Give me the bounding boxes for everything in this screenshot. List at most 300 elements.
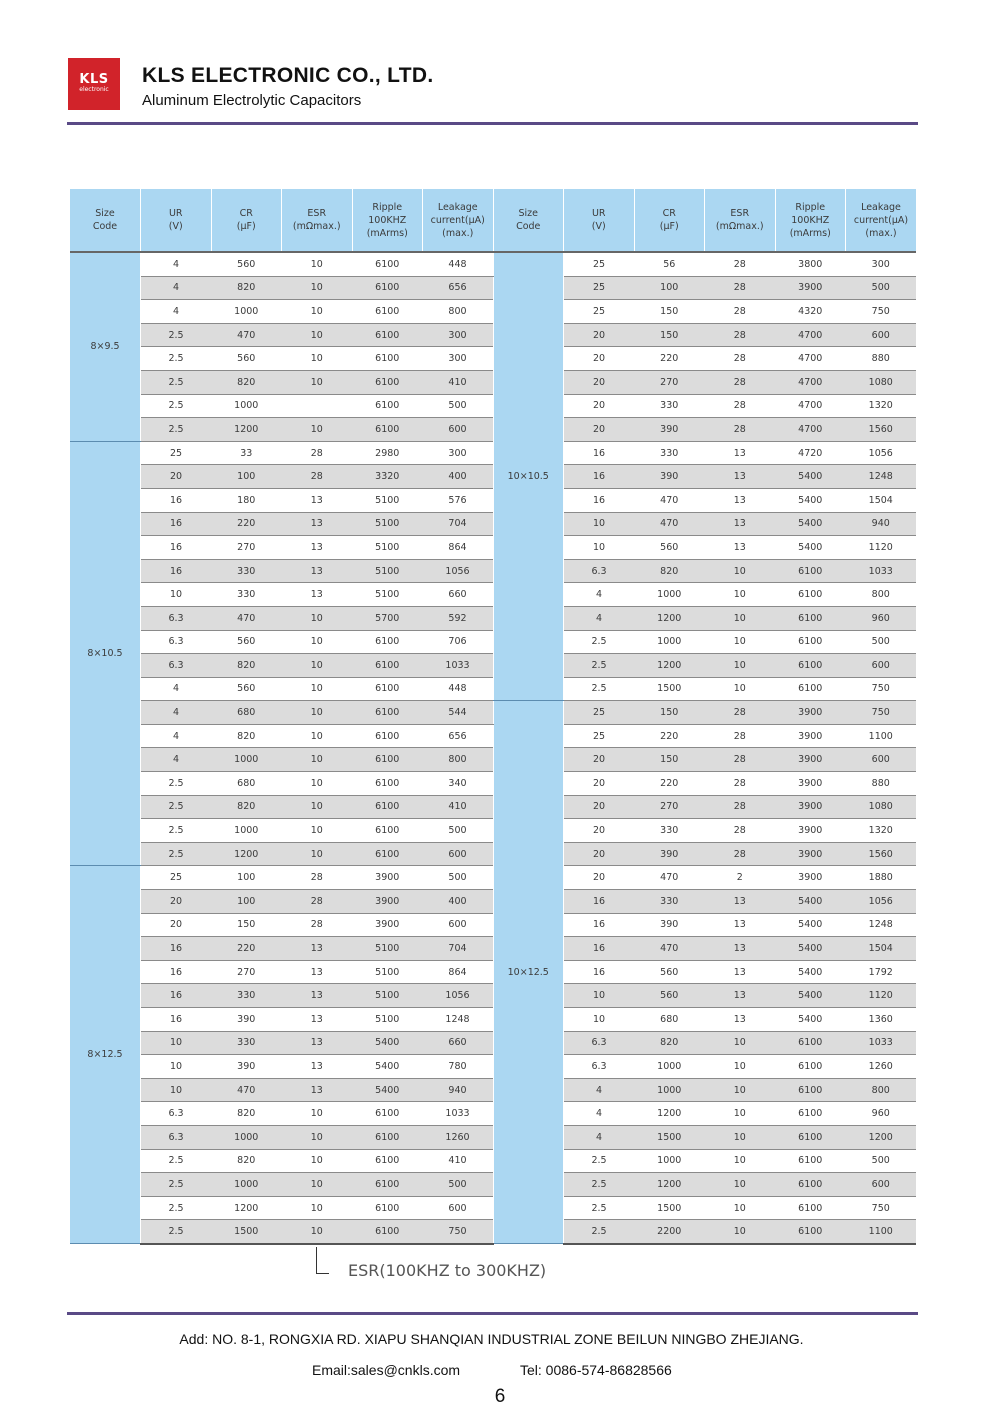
- table-cell: 680: [634, 1008, 705, 1032]
- column-header: [564, 189, 635, 252]
- table-cell: 6100: [352, 795, 423, 819]
- table-cell: 6.3: [141, 1102, 212, 1126]
- table-cell: 1320: [846, 819, 917, 843]
- table-cell: 1200: [211, 418, 282, 442]
- table-cell: 13: [705, 960, 776, 984]
- table-cell: 6100: [775, 583, 846, 607]
- table-cell: 800: [423, 300, 494, 324]
- table-cell: 10: [705, 1149, 776, 1173]
- size-code-cell: 8×9.5: [70, 252, 141, 441]
- table-cell: 5100: [352, 536, 423, 560]
- table-cell: 5400: [775, 488, 846, 512]
- table-cell: 5400: [352, 1031, 423, 1055]
- table-cell: 6100: [352, 300, 423, 324]
- table-cell: 28: [705, 252, 776, 276]
- table-cell: 800: [846, 583, 917, 607]
- column-header-label: current(μA): [430, 214, 485, 226]
- table-cell: 1120: [846, 536, 917, 560]
- table-cell: 28: [705, 795, 776, 819]
- table-cell: 10: [282, 276, 353, 300]
- table-cell: 20: [564, 795, 635, 819]
- table-cell: 10: [282, 819, 353, 843]
- column-header-label: Leakage: [437, 201, 478, 213]
- table-cell: 1200: [634, 1102, 705, 1126]
- table-cell: 5400: [775, 937, 846, 961]
- table-cell: 13: [705, 465, 776, 489]
- table-cell: 10: [705, 1102, 776, 1126]
- table-cell: 10: [705, 1220, 776, 1244]
- table-cell: 4: [564, 1125, 635, 1149]
- table-cell: 220: [211, 512, 282, 536]
- table-cell: 390: [634, 842, 705, 866]
- table-cell: 1033: [423, 654, 494, 678]
- table-cell: 6100: [775, 1031, 846, 1055]
- table-row: [70, 252, 916, 276]
- table-cell: 5100: [352, 984, 423, 1008]
- table-body: [70, 252, 916, 1244]
- table-cell: 4: [141, 701, 212, 725]
- table-cell: 1000: [634, 583, 705, 607]
- table-cell: 470: [634, 937, 705, 961]
- size-code-cell: 8×10.5: [70, 441, 141, 866]
- table-cell: 330: [634, 441, 705, 465]
- table-cell: 28: [282, 913, 353, 937]
- table-cell: 390: [634, 465, 705, 489]
- table-cell: 10: [282, 1196, 353, 1220]
- table-cell: 1200: [634, 1173, 705, 1197]
- table-cell: 4: [141, 276, 212, 300]
- table-cell: 13: [282, 1078, 353, 1102]
- table-cell: 410: [423, 370, 494, 394]
- table-cell: 16: [141, 536, 212, 560]
- table-cell: 410: [423, 1149, 494, 1173]
- table-cell: 20: [141, 890, 212, 914]
- table-cell: 5400: [775, 890, 846, 914]
- table-cell: 20: [564, 772, 635, 796]
- table-cell: 10: [705, 583, 776, 607]
- table-cell: 10: [705, 630, 776, 654]
- table-cell: 6100: [352, 772, 423, 796]
- table-cell: 16: [141, 512, 212, 536]
- table-cell: 10: [705, 654, 776, 678]
- table-cell: 1200: [211, 842, 282, 866]
- table-cell: 28: [705, 418, 776, 442]
- table-cell: 1500: [634, 677, 705, 701]
- table-cell: 1504: [846, 488, 917, 512]
- table-cell: 100: [634, 276, 705, 300]
- table-cell: 16: [564, 890, 635, 914]
- table-cell: 3900: [775, 724, 846, 748]
- table-cell: 1000: [634, 1055, 705, 1079]
- table-cell: 10: [282, 606, 353, 630]
- table-cell: 2.5: [564, 1220, 635, 1244]
- table-cell: 270: [211, 960, 282, 984]
- table-cell: 3900: [775, 701, 846, 725]
- table-cell: 13: [282, 984, 353, 1008]
- table-cell: 1248: [846, 913, 917, 937]
- footer-divider: [67, 1312, 918, 1315]
- table-row: [70, 701, 916, 725]
- table-cell: 800: [846, 1078, 917, 1102]
- table-cell: 600: [423, 842, 494, 866]
- table-cell: 4700: [775, 370, 846, 394]
- table-cell: 16: [141, 559, 212, 583]
- table-cell: 880: [846, 347, 917, 371]
- table-cell: 1033: [846, 1031, 917, 1055]
- table-cell: 2: [705, 866, 776, 890]
- table-cell: 10: [282, 418, 353, 442]
- table-cell: 560: [634, 960, 705, 984]
- table-cell: 100: [211, 890, 282, 914]
- table-cell: 20: [564, 394, 635, 418]
- table-cell: 28: [705, 842, 776, 866]
- table-cell: 500: [846, 1149, 917, 1173]
- table-cell: 13: [282, 559, 353, 583]
- table-cell: 2.5: [141, 1220, 212, 1244]
- table-cell: 4: [141, 677, 212, 701]
- table-cell: 6100: [775, 630, 846, 654]
- table-cell: 2.5: [141, 1196, 212, 1220]
- table-cell: 13: [282, 960, 353, 984]
- table-cell: 10: [705, 677, 776, 701]
- table-cell: 150: [634, 701, 705, 725]
- table-cell: 13: [705, 984, 776, 1008]
- table-cell: 28: [705, 370, 776, 394]
- table-cell: 270: [634, 795, 705, 819]
- table-cell: 656: [423, 724, 494, 748]
- table-cell: 330: [211, 1031, 282, 1055]
- table-cell: 28: [705, 347, 776, 371]
- table-cell: 2.5: [141, 323, 212, 347]
- column-header-label: (max.): [442, 227, 474, 239]
- table-cell: 10: [564, 512, 635, 536]
- table-cell: 10: [564, 1008, 635, 1032]
- table-cell: 500: [423, 1173, 494, 1197]
- table-cell: 4: [564, 1078, 635, 1102]
- table-cell: 500: [423, 866, 494, 890]
- table-cell: 330: [211, 583, 282, 607]
- table-cell: 1880: [846, 866, 917, 890]
- table-cell: 300: [423, 347, 494, 371]
- table-cell: 660: [423, 1031, 494, 1055]
- table-cell: 16: [564, 913, 635, 937]
- table-cell: 56: [634, 252, 705, 276]
- table-cell: 1033: [423, 1102, 494, 1126]
- table-cell: 706: [423, 630, 494, 654]
- table-cell: 20: [564, 323, 635, 347]
- table-cell: 13: [282, 1031, 353, 1055]
- table-cell: 400: [423, 890, 494, 914]
- table-cell: 1260: [423, 1125, 494, 1149]
- table-cell: 1320: [846, 394, 917, 418]
- table-cell: 1056: [846, 890, 917, 914]
- table-cell: 6100: [775, 1125, 846, 1149]
- table-cell: 680: [211, 701, 282, 725]
- table-cell: 340: [423, 772, 494, 796]
- table-cell: 940: [423, 1078, 494, 1102]
- table-cell: 704: [423, 937, 494, 961]
- table-cell: 4: [141, 748, 212, 772]
- table-cell: 1033: [846, 559, 917, 583]
- table-cell: 28: [705, 819, 776, 843]
- table-cell: 6100: [352, 654, 423, 678]
- table-cell: 2980: [352, 441, 423, 465]
- table-cell: 3800: [775, 252, 846, 276]
- footer-address: Add: NO. 8-1, RONGXIA RD. XIAPU SHANQIAN INDUSTRIAL ZONE BEILUN NINGBO ZHEJIANG.: [179, 1331, 804, 1347]
- column-header-label: 100KHZ: [791, 214, 830, 226]
- column-header: [846, 189, 917, 252]
- table-cell: 13: [282, 488, 353, 512]
- table-cell: 5400: [775, 536, 846, 560]
- table-cell: 28: [705, 300, 776, 324]
- table-cell: 13: [705, 937, 776, 961]
- table-cell: 10: [705, 1125, 776, 1149]
- table-cell: 780: [423, 1055, 494, 1079]
- table-cell: 2.5: [141, 842, 212, 866]
- table-cell: 5400: [775, 913, 846, 937]
- table-cell: 6100: [352, 276, 423, 300]
- table-cell: 1056: [423, 559, 494, 583]
- table-cell: 28: [705, 772, 776, 796]
- table-cell: 4: [564, 1102, 635, 1126]
- table-cell: 330: [634, 394, 705, 418]
- table-cell: 3900: [352, 866, 423, 890]
- table-cell: 600: [423, 418, 494, 442]
- table-cell: 750: [846, 300, 917, 324]
- table-cell: 6.3: [564, 1055, 635, 1079]
- table-cell: 1248: [423, 1008, 494, 1032]
- column-header-label: ESR: [307, 208, 327, 219]
- table-cell: 300: [846, 252, 917, 276]
- table-cell: 5700: [352, 606, 423, 630]
- table-cell: 6100: [775, 677, 846, 701]
- table-cell: 16: [141, 488, 212, 512]
- table-cell: 656: [423, 276, 494, 300]
- table-cell: 704: [423, 512, 494, 536]
- table-cell: 220: [634, 347, 705, 371]
- table-cell: 10: [282, 842, 353, 866]
- column-header: [775, 189, 846, 252]
- table-cell: 20: [564, 748, 635, 772]
- table-cell: 6100: [352, 1125, 423, 1149]
- table-cell: 330: [211, 559, 282, 583]
- column-header-label: Ripple: [372, 201, 403, 213]
- column-header-label: UR: [168, 208, 183, 219]
- table-cell: 4: [564, 583, 635, 607]
- table-cell: 448: [423, 677, 494, 701]
- table-cell: 300: [423, 323, 494, 347]
- column-header-label: (V): [168, 221, 183, 232]
- column-header: [705, 189, 776, 252]
- table-cell: 10: [282, 323, 353, 347]
- table-cell: 28: [282, 465, 353, 489]
- table-cell: 2.5: [141, 347, 212, 371]
- column-header-label: (μF): [236, 221, 256, 232]
- table-cell: 10: [141, 583, 212, 607]
- note-bracket: [316, 1247, 329, 1274]
- table-cell: 500: [846, 276, 917, 300]
- table-cell: 1000: [211, 1125, 282, 1149]
- table-cell: 2.5: [141, 819, 212, 843]
- table-cell: 10: [282, 370, 353, 394]
- table-cell: 6100: [352, 323, 423, 347]
- table-cell: 6100: [775, 1102, 846, 1126]
- table-cell: 6100: [352, 819, 423, 843]
- table-cell: 28: [282, 441, 353, 465]
- table-cell: 180: [211, 488, 282, 512]
- column-header-label: Code: [92, 221, 118, 232]
- table-cell: 6100: [352, 1220, 423, 1244]
- table-cell: 470: [634, 488, 705, 512]
- table-cell: 864: [423, 960, 494, 984]
- table-cell: 4: [564, 606, 635, 630]
- table-cell: 600: [846, 654, 917, 678]
- table-cell: 2.5: [141, 1149, 212, 1173]
- table-cell: 750: [846, 701, 917, 725]
- table-cell: 1100: [846, 724, 917, 748]
- table-cell: 4700: [775, 418, 846, 442]
- esr-note: ESR(100KHZ to 300KHZ): [348, 1261, 547, 1280]
- table-cell: 13: [705, 441, 776, 465]
- table-cell: 4700: [775, 394, 846, 418]
- table-cell: 4700: [775, 347, 846, 371]
- table-cell: 592: [423, 606, 494, 630]
- table-cell: 1100: [846, 1220, 917, 1244]
- logo-subtext: electronic: [79, 86, 109, 93]
- table-cell: 820: [211, 1102, 282, 1126]
- table-cell: 6100: [352, 370, 423, 394]
- column-header-label: Leakage: [861, 201, 901, 213]
- table-cell: 600: [423, 1196, 494, 1220]
- logo-text: KLS: [79, 72, 109, 87]
- table-cell: 3900: [352, 890, 423, 914]
- table-cell: 3900: [775, 276, 846, 300]
- column-header: [282, 189, 353, 252]
- company-name: KLS ELECTRONIC CO., LTD.: [142, 64, 434, 87]
- table-cell: 2.5: [141, 1173, 212, 1197]
- table-cell: 6100: [352, 1196, 423, 1220]
- table-cell: 3900: [775, 842, 846, 866]
- column-header-label: Size: [95, 208, 115, 219]
- table-cell: 2.5: [564, 1149, 635, 1173]
- table-cell: 6100: [352, 724, 423, 748]
- table-cell: 1080: [846, 795, 917, 819]
- table-cell: 16: [141, 984, 212, 1008]
- table-cell: 6100: [352, 748, 423, 772]
- table-cell: 1560: [846, 842, 917, 866]
- table-cell: 10: [705, 1173, 776, 1197]
- table-cell: 3900: [352, 913, 423, 937]
- footer-phone: Tel: 0086-574-86828566: [520, 1362, 672, 1378]
- column-header-label: (max.): [865, 227, 897, 239]
- table-cell: 1000: [211, 819, 282, 843]
- table-cell: 750: [846, 677, 917, 701]
- column-header-label: Size: [518, 208, 538, 219]
- table-cell: 13: [282, 937, 353, 961]
- table-cell: 28: [282, 890, 353, 914]
- table-cell: 10: [282, 1149, 353, 1173]
- table-cell: 544: [423, 701, 494, 725]
- table-cell: 16: [564, 465, 635, 489]
- column-header-label: CR: [662, 208, 676, 219]
- table-cell: 20: [564, 866, 635, 890]
- table-cell: 1000: [211, 1173, 282, 1197]
- table-cell: 5100: [352, 559, 423, 583]
- table-cell: 1000: [634, 1078, 705, 1102]
- table-cell: 20: [564, 418, 635, 442]
- table-cell: 100: [211, 465, 282, 489]
- table-cell: 5100: [352, 960, 423, 984]
- table-cell: 560: [211, 677, 282, 701]
- column-header: [634, 189, 705, 252]
- table-cell: 13: [705, 890, 776, 914]
- table-cell: 448: [423, 252, 494, 276]
- column-header: [70, 189, 141, 252]
- size-code-cell: 10×12.5: [493, 701, 564, 1244]
- table-cell: 5100: [352, 512, 423, 536]
- table-cell: 3900: [775, 866, 846, 890]
- table-cell: 470: [211, 1078, 282, 1102]
- table-cell: 10: [705, 1055, 776, 1079]
- table-cell: 10: [141, 1055, 212, 1079]
- header-divider: [67, 122, 918, 125]
- table-cell: 10: [141, 1031, 212, 1055]
- table-cell: 3900: [775, 748, 846, 772]
- table-cell: 28: [705, 323, 776, 347]
- table-cell: 820: [211, 276, 282, 300]
- table-cell: 2.5: [141, 418, 212, 442]
- table-cell: 13: [705, 488, 776, 512]
- table-cell: 600: [846, 323, 917, 347]
- table-cell: 6100: [775, 1078, 846, 1102]
- table-cell: 6100: [352, 630, 423, 654]
- table-cell: 1248: [846, 465, 917, 489]
- table-cell: 10: [282, 1173, 353, 1197]
- table-cell: 1000: [211, 394, 282, 418]
- table-cell: 16: [141, 937, 212, 961]
- table-cell: 6100: [352, 701, 423, 725]
- table-cell: 5400: [775, 960, 846, 984]
- table-cell: 10: [705, 559, 776, 583]
- table-cell: 400: [423, 465, 494, 489]
- table-cell: 5400: [352, 1055, 423, 1079]
- table-cell: 5400: [775, 1008, 846, 1032]
- capacitor-spec-table: [70, 189, 916, 1245]
- table-cell: 330: [634, 819, 705, 843]
- table-cell: 330: [634, 890, 705, 914]
- table-cell: 6100: [352, 842, 423, 866]
- table-cell: 750: [846, 1196, 917, 1220]
- table-cell: 20: [141, 913, 212, 937]
- table-cell: 2.5: [564, 677, 635, 701]
- table-cell: 1000: [634, 1149, 705, 1173]
- table-cell: 1200: [634, 654, 705, 678]
- table-cell: 1200: [211, 1196, 282, 1220]
- table-cell: 10: [705, 606, 776, 630]
- table-cell: 4: [141, 300, 212, 324]
- column-header: [352, 189, 423, 252]
- company-logo: [68, 58, 120, 110]
- table-cell: 1056: [846, 441, 917, 465]
- table-cell: 6100: [352, 347, 423, 371]
- table-cell: 4720: [775, 441, 846, 465]
- table-cell: 13: [282, 512, 353, 536]
- table-cell: 560: [634, 536, 705, 560]
- table-cell: 10: [282, 630, 353, 654]
- column-header: [493, 189, 564, 252]
- column-header: [211, 189, 282, 252]
- table-cell: 28: [282, 866, 353, 890]
